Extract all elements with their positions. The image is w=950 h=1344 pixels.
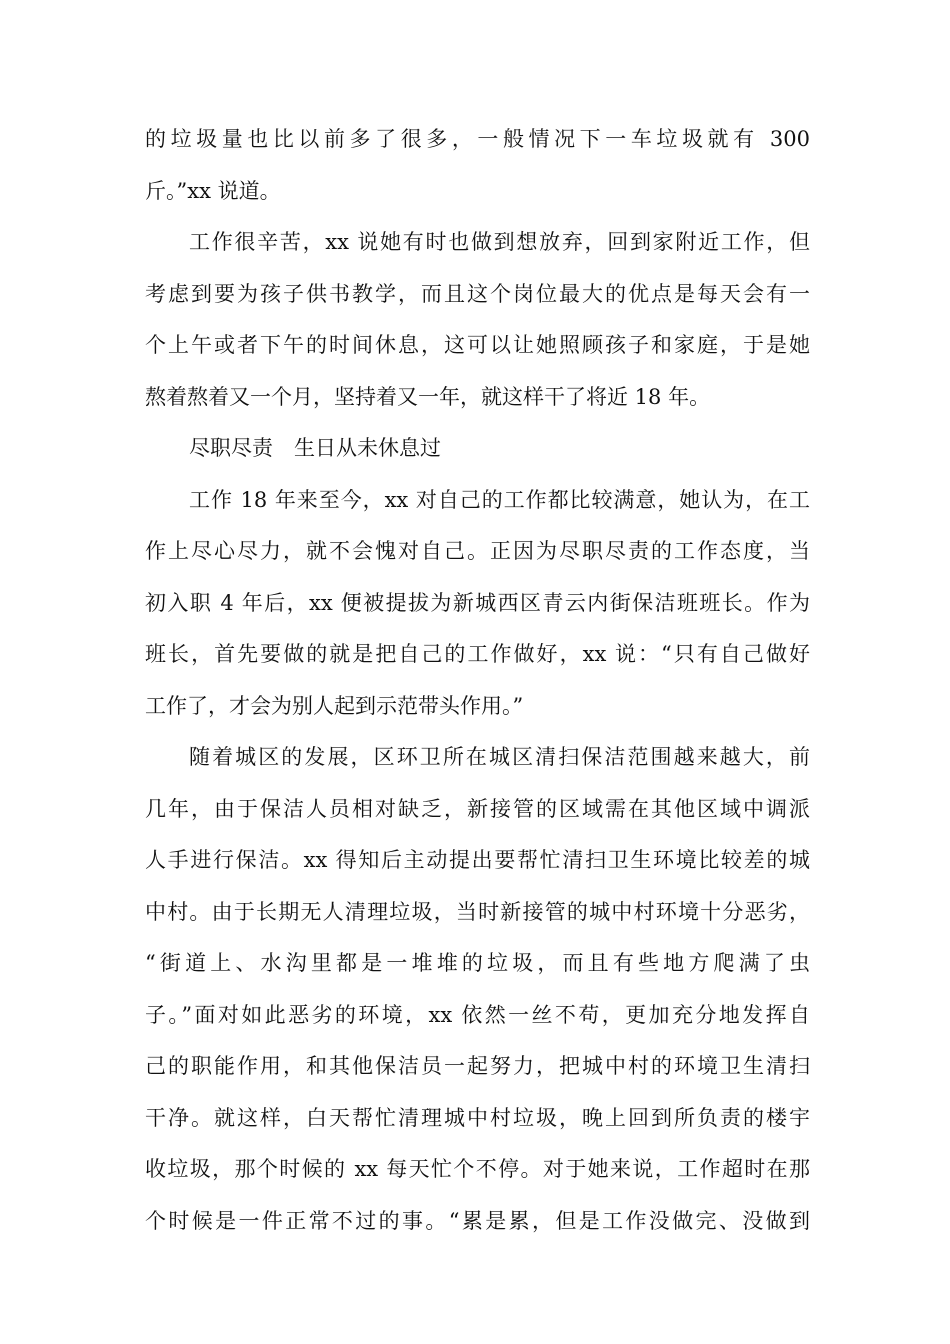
text-line: 己的职能作用，和其他保洁员一起努力，把城中村的环境卫生清扫 [145, 1054, 810, 1078]
text-line: 干净。就这样，白天帮忙清理城中村垃圾，晚上回到所负责的楼宇 [145, 1105, 810, 1130]
text-line: 中村。由于长期无人清理垃圾，当时新接管的城中村环境十分恶劣， [145, 899, 810, 924]
text-line: 熬着熬着又一个月，坚持着又一年，就这样干了将近 18 年。 [145, 384, 711, 409]
text-line: 个上午或者下午的时间休息，这可以让她照顾孩子和家庭，于是她 [145, 333, 810, 357]
text-line: 作上尽心尽力，就不会愧对自己。正因为尽职尽责的工作态度，当 [145, 539, 810, 563]
text-line: 的垃圾量也比以前多了很多，一般情况下一车垃圾就有 300 [145, 127, 810, 151]
text-line: 收垃圾，那个时候的 xx 每天忙个不停。对于她来说，工作超时在那 [145, 1157, 810, 1181]
text-line: 班长，首先要做的就是把自己的工作做好，xx 说：“只有自己做好 [145, 642, 810, 666]
text-line: 随着城区的发展，区环卫所在城区清扫保洁范围越来越大，前 [189, 745, 810, 769]
text-line: 尽职尽责 生日从未休息过 [189, 436, 441, 460]
text-line: 考虑到要为孩子供书教学，而且这个岗位最大的优点是每天会有一 [145, 281, 810, 306]
text-line: 工作 18 年来至今，xx 对自己的工作都比较满意，她认为，在工 [189, 487, 810, 512]
text-line: 个时候是一件正常不过的事。“累是累，但是工作没做完、没做到 [145, 1208, 810, 1233]
text-line: 斤。”xx 说道。 [145, 178, 281, 203]
text-line: 工作很辛苦，xx 说她有时也做到想放弃，回到家附近工作，但 [189, 230, 810, 254]
text-line: 工作了，才会为别人起到示范带头作用。” [145, 693, 524, 718]
text-line: 初入职 4 年后，xx 便被提拔为新城西区青云内街保洁班班长。作为 [145, 590, 810, 615]
text-line: 人手进行保洁。xx 得知后主动提出要帮忙清扫卫生环境比较差的城 [145, 848, 810, 872]
body-text [145, 114, 810, 1247]
text-line: “街道上、水沟里都是一堆堆的垃圾，而且有些地方爬满了虫 [145, 951, 810, 975]
text-line: 几年，由于保洁人员相对缺乏，新接管的区域需在其他区域中调派 [145, 796, 810, 821]
text-line: 子。”面对如此恶劣的环境，xx 依然一丝不苟，更加充分地发挥自 [145, 1002, 810, 1027]
